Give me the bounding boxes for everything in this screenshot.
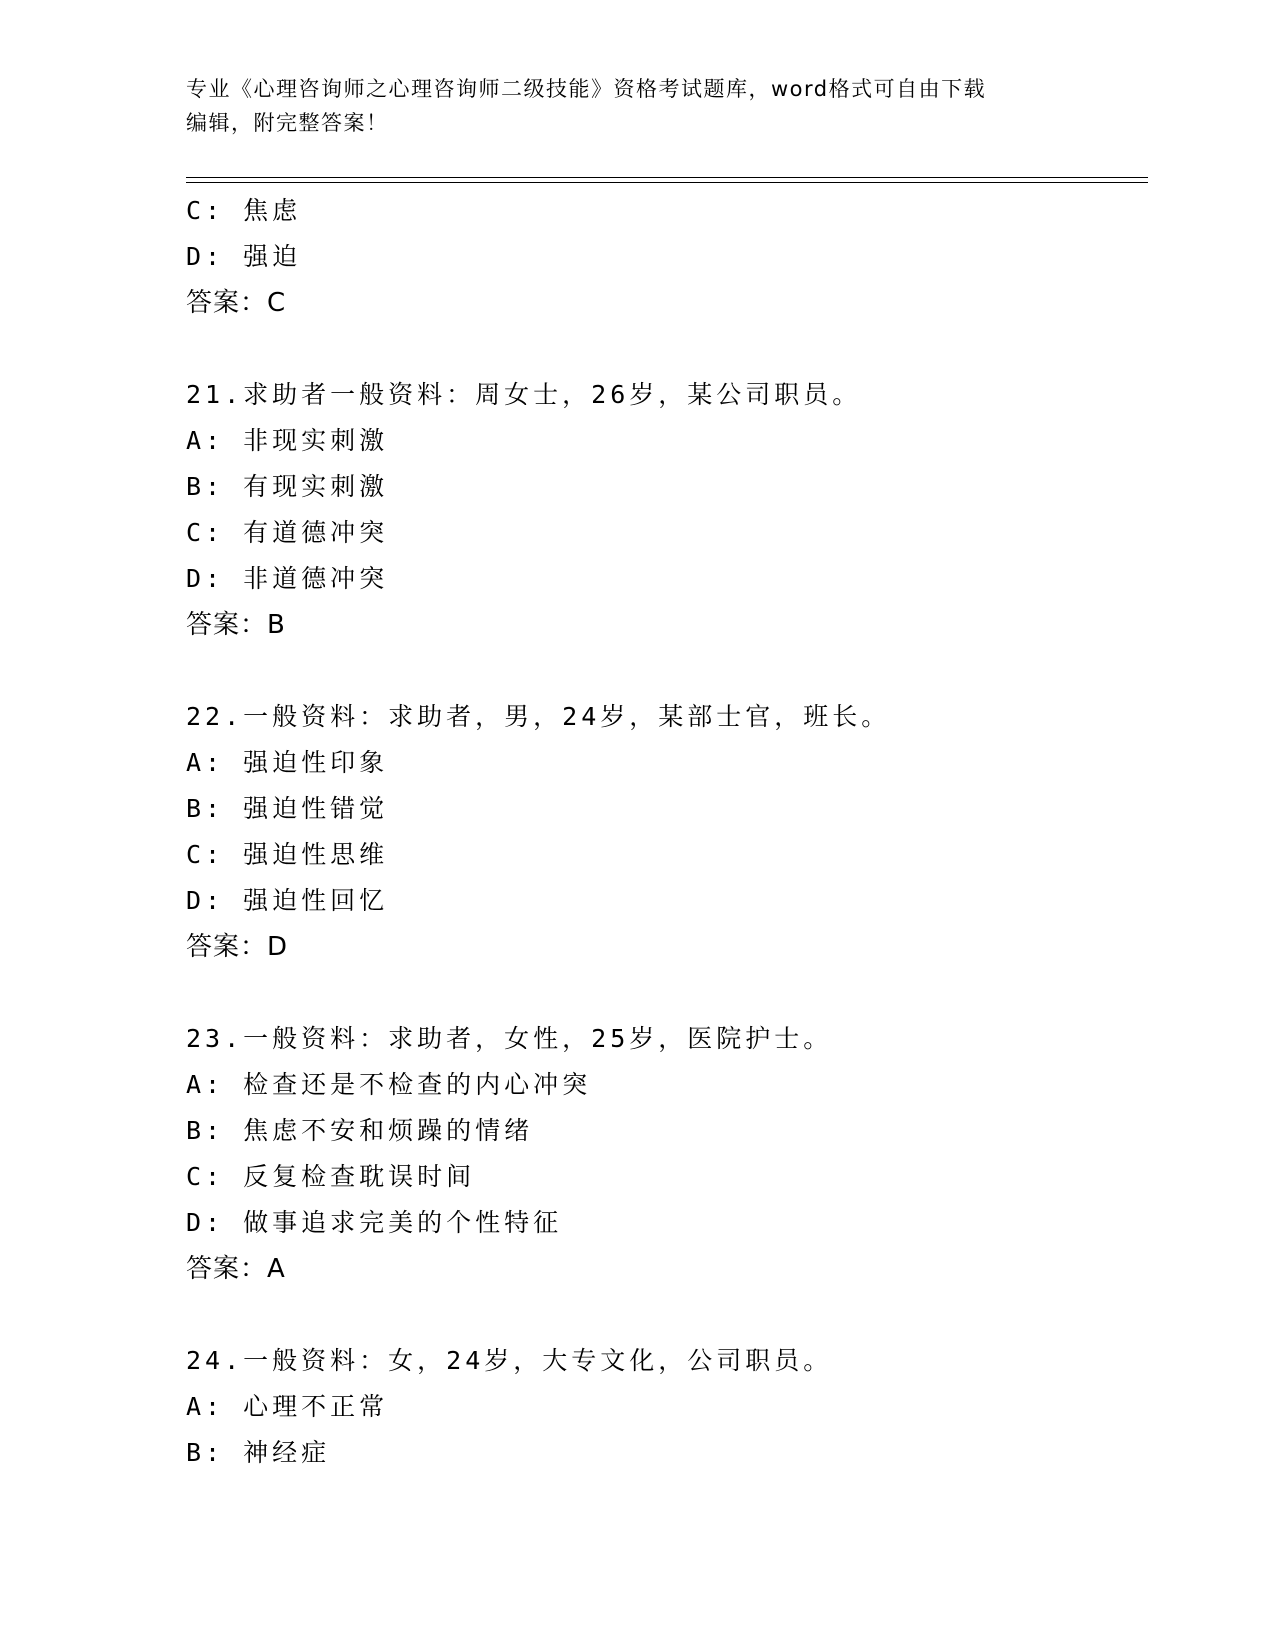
option-a: A: 非现实刺激 (186, 426, 389, 455)
spacer (186, 1292, 1146, 1338)
question-list (186, 188, 1146, 1476)
option-c: C: 焦虑 (186, 196, 302, 225)
answer: 答案：A (186, 1254, 286, 1284)
option-d: D: 做事追求完美的个性特征 (186, 1208, 563, 1237)
question-23 (186, 1016, 1146, 1292)
continued-question (186, 188, 1146, 326)
option-c: C: 反复检查耽误时间 (186, 1162, 476, 1191)
spacer (186, 970, 1146, 1016)
answer: 答案：D (186, 932, 289, 962)
header-line-1: 专业《心理咨询师之心理咨询师二级技能》资格考试题库，word格式可自由下载 (186, 77, 987, 101)
question-21 (186, 372, 1146, 648)
question-stem: 22.一般资料：求助者，男，24岁，某部士官，班长。 (186, 702, 891, 731)
header-divider-bottom (186, 182, 1148, 183)
header-line-2: 编辑，附完整答案！ (186, 111, 389, 135)
header-divider-top (186, 177, 1148, 178)
option-b: B: 有现实刺激 (186, 472, 389, 501)
option-a: A: 强迫性印象 (186, 748, 389, 777)
question-stem: 24.一般资料：女，24岁，大专文化，公司职员。 (186, 1346, 833, 1375)
option-b: B: 焦虑不安和烦躁的情绪 (186, 1116, 534, 1145)
document-header (186, 72, 1086, 140)
option-a: A: 检查还是不检查的内心冲突 (186, 1070, 592, 1099)
spacer (186, 326, 1146, 372)
question-22 (186, 694, 1146, 970)
option-b: B: 神经症 (186, 1438, 331, 1467)
question-stem: 23.一般资料：求助者，女性，25岁，医院护士。 (186, 1024, 833, 1053)
question-24 (186, 1338, 1146, 1476)
question-stem: 21.求助者一般资料：周女士，26岁，某公司职员。 (186, 380, 862, 409)
option-b: B: 强迫性错觉 (186, 794, 389, 823)
option-c: C: 强迫性思维 (186, 840, 389, 869)
option-a: A: 心理不正常 (186, 1392, 389, 1421)
option-d: D: 非道德冲突 (186, 564, 389, 593)
option-c: C: 有道德冲突 (186, 518, 389, 547)
option-d: D: 强迫性回忆 (186, 886, 389, 915)
answer: 答案：B (186, 610, 286, 640)
option-d: D: 强迫 (186, 242, 302, 271)
answer: 答案：C (186, 288, 287, 318)
spacer (186, 648, 1146, 694)
